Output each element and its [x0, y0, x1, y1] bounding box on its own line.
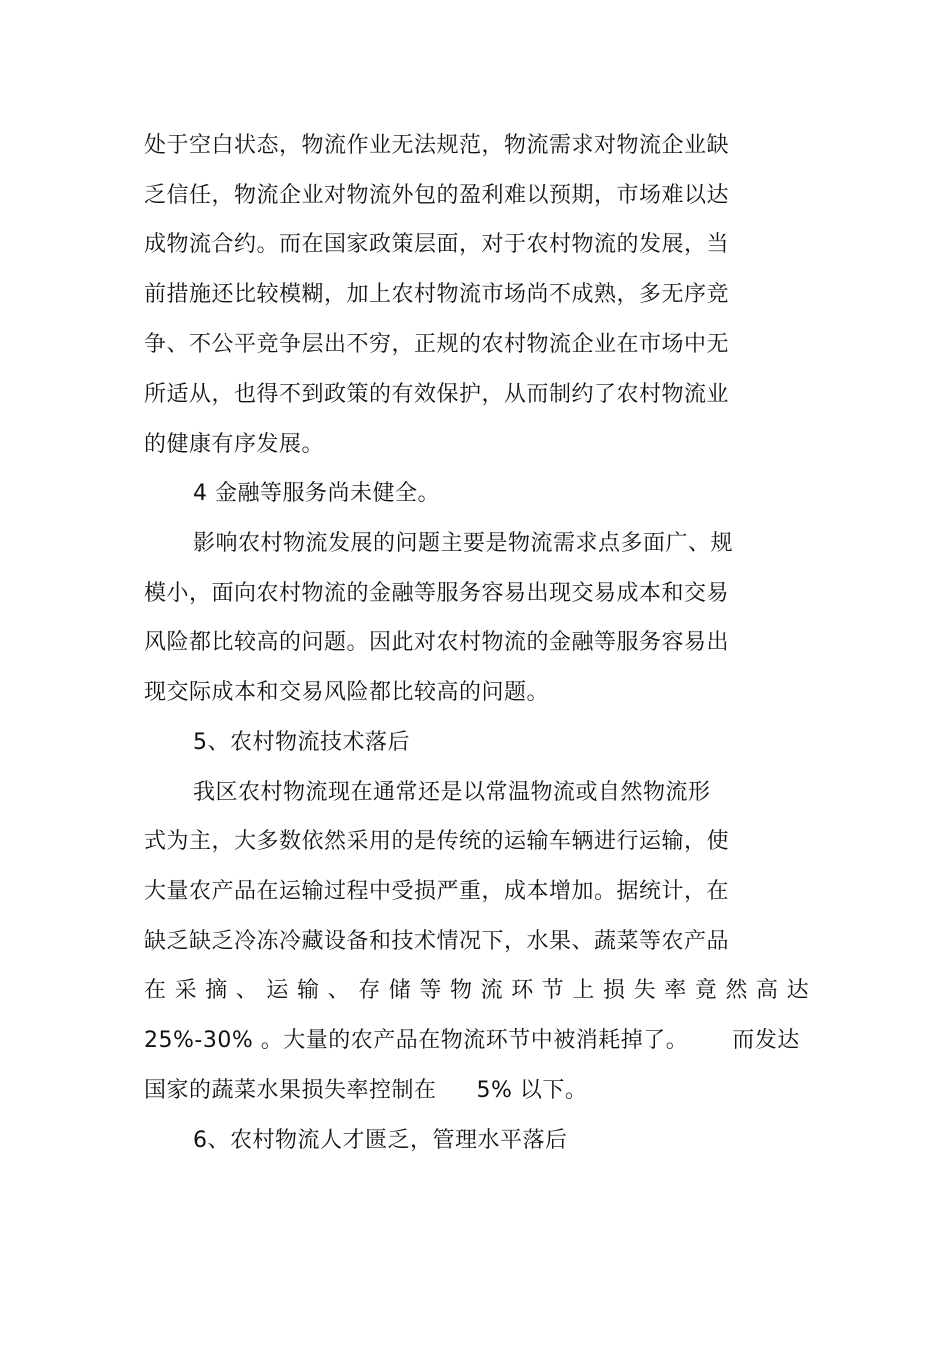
text-line-19-part-2: 而发达 [732, 1028, 800, 1053]
text-line-7: 的健康有序发展。 [144, 432, 325, 457]
text-line-6: 所适从，也得不到政策的有效保护，从而制约了农村物流业 [144, 382, 730, 407]
text-line-18: 在采摘、运输、存储等物流环节上损失率竟然高达 [144, 978, 818, 1003]
text-line-19-part-1: 25%-30% 。大量的农产品在物流环节中被消耗掉了。 [144, 1028, 689, 1053]
text-line-10: 模小，面向农村物流的金融等服务容易出现交易成本和交易 [144, 581, 730, 606]
text-line-16: 大量农产品在运输过程中受损严重，成本增加。据统计，在 [144, 879, 730, 904]
text-line-20-part-2: 5% 以下。 [476, 1078, 588, 1103]
text-line-5: 争、不公平竞争层出不穷，正规的农村物流企业在市场中无 [144, 332, 730, 357]
text-line-15: 式为主，大多数依然采用的是传统的运输车辆进行运输，使 [144, 829, 730, 854]
text-line-20 [144, 1076, 587, 1106]
text-line-12: 现交际成本和交易风险都比较高的问题。 [144, 680, 550, 705]
text-line-20-part-1: 国家的蔬菜水果损失率控制在 [144, 1078, 437, 1103]
text-line-4: 前措施还比较模糊，加上农村物流市场尚不成熟，多无序竞 [144, 282, 730, 307]
text-line-19 [144, 1026, 800, 1056]
text-line-9: 影响农村物流发展的问题主要是物流需求点多面广、规 [193, 531, 734, 556]
text-line-17: 缺乏缺乏冷冻冷藏设备和技术情况下，水果、蔬菜等农产品 [144, 929, 730, 954]
section-heading-4: 4 金融等服务尚未健全。 [193, 481, 440, 506]
text-line-2: 乏信任，物流企业对物流外包的盈利难以预期，市场难以达 [144, 183, 730, 208]
text-line-14: 我区农村物流现在通常还是以常温物流或自然物流形 [193, 780, 711, 805]
section-heading-5: 5、农村物流技术落后 [193, 730, 410, 755]
section-heading-6: 6、农村物流人才匮乏，管理水平落后 [193, 1128, 568, 1153]
text-line-1: 处于空白状态，物流作业无法规范，物流需求对物流企业缺 [144, 133, 730, 158]
text-line-11: 风险都比较高的问题。因此对农村物流的金融等服务容易出 [144, 630, 730, 655]
text-line-3: 成物流合约。而在国家政策层面，对于农村物流的发展，当 [144, 232, 730, 257]
